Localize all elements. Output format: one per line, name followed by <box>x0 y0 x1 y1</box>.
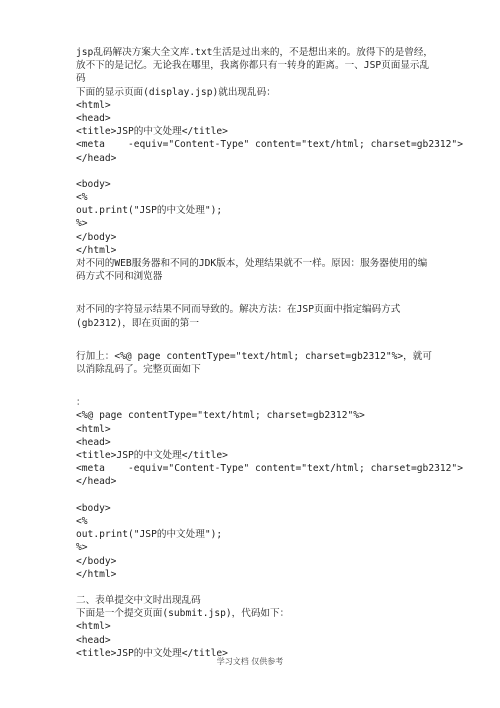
colon-line: ： <box>76 397 86 409</box>
code-line: out.print("JSP的中文处理"); <box>76 205 223 217</box>
intro-paragraph: jsp乱码解决方案大全文库.txt生活是过出来的，不是想出来的。放得下的是曾经，放不下的是记忆。无论我在哪里，我离你都只有一转身的距离。一、JSP页面显示乱码 <box>76 47 434 85</box>
code-line: <body> <box>76 502 111 514</box>
code-block-2-body <box>76 502 436 581</box>
solution-paragraph: 对不同的字符显示结果不同而导致的。解决方法：在JSP页面中指定编码方式(gb2312)，即在页面的第一 <box>76 304 401 329</box>
code-line: <html> <box>76 99 111 111</box>
code-line: <% <box>76 192 88 204</box>
display-intro: 下面的显示页面(display.jsp)就出现乱码： <box>76 86 276 98</box>
code-line: <body> <box>76 178 111 190</box>
code-line: </head> <box>76 476 117 488</box>
code-line: </head> <box>76 152 117 164</box>
code-line: <%@ page contentType="text/html; charset=gb2312"%> <box>76 410 365 422</box>
code-line: <html> <box>76 423 111 435</box>
code-line: <meta -equiv="Content-Type" content="text/html; charset=gb2312"> <box>76 463 463 475</box>
page-footer: 学习文档 仅供参考 <box>216 657 284 666</box>
code-line: <head> <box>76 112 111 124</box>
code-block-2-head <box>76 409 463 488</box>
code-line: <title>JSP的中文处理</title> <box>76 126 228 138</box>
code-line: <% <box>76 515 88 527</box>
code-line: <meta -equiv="Content-Type" content="text/html; charset=gb2312"> <box>76 139 463 151</box>
code-line: %> <box>76 218 88 230</box>
code-block-1-body <box>76 178 436 257</box>
code-line: </html> <box>76 244 117 256</box>
document-body <box>76 46 463 660</box>
code-line: out.print("JSP的中文处理"); <box>76 529 223 541</box>
code-block-1-head <box>76 99 463 165</box>
cause-paragraph: 对不同的WEB服务器和不同的JDK版本，处理结果就不一样。原因：服务器使用的编码方式不同和浏览器 <box>76 258 428 283</box>
code-line: <title>JSP的中文处理</title> <box>76 647 228 659</box>
submit-intro: 下面是一个提交页面(submit.jsp)，代码如下： <box>76 608 290 620</box>
code-line: </html> <box>76 568 117 580</box>
code-line: </body> <box>76 231 117 243</box>
code-line: %> <box>76 542 88 554</box>
section-heading-2: 二、表单提交中文时出现乱码 <box>76 595 201 607</box>
code-line: <head> <box>76 634 111 646</box>
code-line: <html> <box>76 621 111 633</box>
code-line: <title>JSP的中文处理</title> <box>76 450 228 462</box>
fix-paragraph: 行加上：<%@ page contentType="text/html; charset=gb2312"%>，就可以消除乱码了。完整页面如下 <box>76 350 432 376</box>
code-line: <head> <box>76 436 111 448</box>
code-line: </body> <box>76 555 117 567</box>
